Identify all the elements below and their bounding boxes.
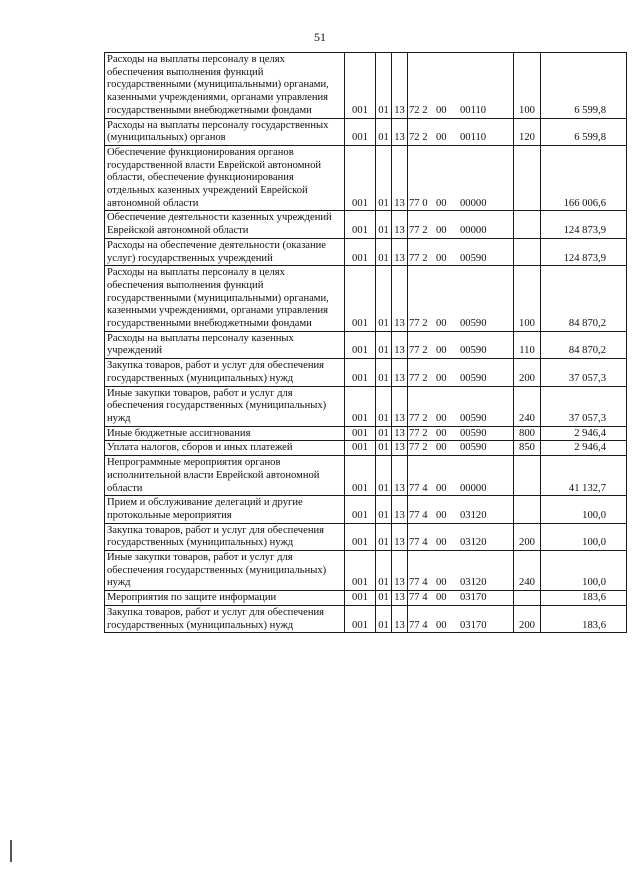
amount-cell: 2 946,4 [541, 441, 627, 456]
expense-type-cell: 850 [514, 441, 541, 456]
amount-cell: 100,0 [541, 551, 627, 591]
table-row [105, 426, 627, 441]
target-article-subprogram: 00 [436, 482, 447, 494]
target-article-subprogram: 00 [436, 104, 447, 116]
target-article-subprogram: 00 [436, 427, 447, 439]
target-article-cell [408, 359, 514, 386]
ved-code-cell: 001 [345, 238, 376, 265]
target-article-direction: 03120 [460, 577, 487, 589]
table-row [105, 211, 627, 238]
row-name-cell: Мероприятия по защите информации [105, 591, 345, 606]
ved-code-cell: 001 [345, 211, 376, 238]
subsection-code-cell: 13 [392, 386, 408, 426]
target-article-cell [408, 386, 514, 426]
ved-code-cell: 001 [345, 386, 376, 426]
ved-code-cell: 001 [345, 605, 376, 632]
section-code-cell: 01 [376, 53, 392, 119]
row-name-cell: Иные закупки товаров, работ и услуг для обеспечения государственных (муниципальных) нужд [105, 551, 345, 591]
amount-cell: 124 873,9 [541, 238, 627, 265]
target-article-program: 72 2 [409, 104, 428, 116]
target-article-program: 77 2 [409, 345, 428, 357]
subsection-code-cell: 13 [392, 53, 408, 119]
expense-type-cell: 200 [514, 359, 541, 386]
ved-code-cell: 001 [345, 441, 376, 456]
target-article-direction: 00110 [460, 132, 487, 144]
subsection-code-cell: 13 [392, 238, 408, 265]
row-name-cell: Иные бюджетные ассигнования [105, 426, 345, 441]
amount-cell: 183,6 [541, 591, 627, 606]
section-code-cell: 01 [376, 331, 392, 358]
section-code-cell: 01 [376, 441, 392, 456]
expense-type-cell [514, 591, 541, 606]
amount-cell: 84 870,2 [541, 331, 627, 358]
row-name-cell: Закупка товаров, работ и услуг для обеспечения государственных (муниципальных) нужд [105, 605, 345, 632]
target-article-cell [408, 456, 514, 496]
target-article-direction: 00590 [460, 252, 487, 264]
subsection-code-cell: 13 [392, 118, 408, 145]
target-article-cell [408, 238, 514, 265]
row-name-cell: Расходы на выплаты персоналу государственных (муниципальных) органов [105, 118, 345, 145]
row-name-cell: Обеспечение деятельности казенных учреждений Еврейской автономной области [105, 211, 345, 238]
target-article-program: 77 4 [409, 577, 428, 589]
amount-cell: 2 946,4 [541, 426, 627, 441]
expense-type-cell: 800 [514, 426, 541, 441]
subsection-code-cell: 13 [392, 211, 408, 238]
expense-type-cell [514, 238, 541, 265]
expense-type-cell [514, 211, 541, 238]
subsection-code-cell: 13 [392, 591, 408, 606]
subsection-code-cell: 13 [392, 441, 408, 456]
table-row [105, 53, 627, 119]
target-article-cell [408, 426, 514, 441]
expense-type-cell [514, 496, 541, 523]
ved-code-cell: 001 [345, 331, 376, 358]
target-article-program: 77 4 [409, 619, 428, 631]
section-code-cell: 01 [376, 426, 392, 441]
section-code-cell: 01 [376, 591, 392, 606]
target-article-cell [408, 118, 514, 145]
target-article-cell [408, 591, 514, 606]
target-article-program: 77 2 [409, 252, 428, 264]
target-article-program: 77 2 [409, 427, 428, 439]
budget-table [104, 52, 627, 633]
table-row [105, 456, 627, 496]
target-article-subprogram: 00 [436, 412, 447, 424]
target-article-subprogram: 00 [436, 197, 447, 209]
subsection-code-cell: 13 [392, 426, 408, 441]
ved-code-cell: 001 [345, 266, 376, 332]
target-article-program: 77 4 [409, 592, 428, 604]
target-article-cell [408, 145, 514, 211]
amount-cell: 6 599,8 [541, 118, 627, 145]
section-code-cell: 01 [376, 605, 392, 632]
target-article-subprogram: 00 [436, 345, 447, 357]
row-name-cell: Непрограммные мероприятия органов исполнительной власти Еврейской автономной области [105, 456, 345, 496]
amount-cell: 37 057,3 [541, 359, 627, 386]
target-article-direction: 00590 [460, 345, 487, 357]
target-article-direction: 00110 [460, 104, 487, 116]
expense-type-cell [514, 145, 541, 211]
margin-mark [10, 840, 12, 862]
section-code-cell: 01 [376, 496, 392, 523]
expense-type-cell: 100 [514, 266, 541, 332]
target-article-direction: 00590 [460, 427, 487, 439]
table-row [105, 441, 627, 456]
target-article-program: 77 2 [409, 225, 428, 237]
table-row [105, 523, 627, 550]
ved-code-cell: 001 [345, 523, 376, 550]
target-article-direction: 00590 [460, 318, 487, 330]
target-article-cell [408, 441, 514, 456]
target-article-direction: 03120 [460, 509, 487, 521]
section-code-cell: 01 [376, 456, 392, 496]
target-article-program: 72 2 [409, 132, 428, 144]
amount-cell: 166 006,6 [541, 145, 627, 211]
ved-code-cell: 001 [345, 118, 376, 145]
subsection-code-cell: 13 [392, 359, 408, 386]
target-article-direction: 00590 [460, 412, 487, 424]
target-article-direction: 00000 [460, 482, 487, 494]
target-article-subprogram: 00 [436, 619, 447, 631]
amount-cell: 6 599,8 [541, 53, 627, 119]
target-article-direction: 00590 [460, 372, 487, 384]
target-article-subprogram: 00 [436, 225, 447, 237]
row-name-cell: Иные закупки товаров, работ и услуг для обеспечения государственных (муниципальных) нужд [105, 386, 345, 426]
row-name-cell: Прием и обслуживание делегаций и другие протокольные мероприятия [105, 496, 345, 523]
target-article-program: 77 2 [409, 412, 428, 424]
expense-type-cell: 200 [514, 605, 541, 632]
target-article-cell [408, 211, 514, 238]
amount-cell: 100,0 [541, 523, 627, 550]
expense-type-cell: 240 [514, 551, 541, 591]
table-row [105, 266, 627, 332]
target-article-cell [408, 551, 514, 591]
target-article-cell [408, 331, 514, 358]
target-article-subprogram: 00 [436, 132, 447, 144]
section-code-cell: 01 [376, 523, 392, 550]
table-row [105, 551, 627, 591]
expense-type-cell [514, 456, 541, 496]
ved-code-cell: 001 [345, 426, 376, 441]
target-article-direction: 03170 [460, 619, 487, 631]
row-name-cell: Закупка товаров, работ и услуг для обеспечения государственных (муниципальных) нужд [105, 523, 345, 550]
section-code-cell: 01 [376, 551, 392, 591]
target-article-subprogram: 00 [436, 509, 447, 521]
target-article-program: 77 2 [409, 442, 428, 454]
target-article-subprogram: 00 [436, 318, 447, 330]
subsection-code-cell: 13 [392, 496, 408, 523]
amount-cell: 183,6 [541, 605, 627, 632]
target-article-cell [408, 523, 514, 550]
ved-code-cell: 001 [345, 456, 376, 496]
ved-code-cell: 001 [345, 53, 376, 119]
amount-cell: 84 870,2 [541, 266, 627, 332]
row-name-cell: Расходы на выплаты персоналу в целях обеспечения выполнения функций государственными (муниципальными) органами, казенными учреждениями, органами управления государственными внебюджетными фондами [105, 266, 345, 332]
ved-code-cell: 001 [345, 551, 376, 591]
row-name-cell: Закупка товаров, работ и услуг для обеспечения государственных (муниципальных) нужд [105, 359, 345, 386]
ved-code-cell: 001 [345, 359, 376, 386]
subsection-code-cell: 13 [392, 551, 408, 591]
table-row [105, 591, 627, 606]
section-code-cell: 01 [376, 211, 392, 238]
target-article-program: 77 2 [409, 372, 428, 384]
amount-cell: 41 132,7 [541, 456, 627, 496]
subsection-code-cell: 13 [392, 331, 408, 358]
section-code-cell: 01 [376, 359, 392, 386]
target-article-direction: 03170 [460, 592, 487, 604]
table-row [105, 145, 627, 211]
subsection-code-cell: 13 [392, 145, 408, 211]
target-article-direction: 00000 [460, 197, 487, 209]
section-code-cell: 01 [376, 145, 392, 211]
table-row [105, 359, 627, 386]
target-article-subprogram: 00 [436, 252, 447, 264]
section-code-cell: 01 [376, 386, 392, 426]
target-article-subprogram: 00 [436, 577, 447, 589]
amount-cell: 37 057,3 [541, 386, 627, 426]
target-article-direction: 03120 [460, 537, 487, 549]
expense-type-cell: 240 [514, 386, 541, 426]
target-article-program: 77 2 [409, 318, 428, 330]
expense-type-cell: 120 [514, 118, 541, 145]
expense-type-cell: 110 [514, 331, 541, 358]
target-article-subprogram: 00 [436, 372, 447, 384]
table-body [105, 53, 627, 633]
target-article-subprogram: 00 [436, 537, 447, 549]
target-article-subprogram: 00 [436, 592, 447, 604]
section-code-cell: 01 [376, 266, 392, 332]
ved-code-cell: 001 [345, 496, 376, 523]
section-code-cell: 01 [376, 238, 392, 265]
table-row [105, 118, 627, 145]
amount-cell: 124 873,9 [541, 211, 627, 238]
target-article-program: 77 4 [409, 537, 428, 549]
subsection-code-cell: 13 [392, 605, 408, 632]
page-number: 51 [314, 30, 326, 44]
amount-cell: 100,0 [541, 496, 627, 523]
target-article-cell [408, 53, 514, 119]
row-name-cell: Расходы на выплаты персоналу в целях обеспечения выполнения функций государственными (муниципальными) органами, казенными учреждениями, органами управления государственными внебюджетными фондами [105, 53, 345, 119]
target-article-cell [408, 266, 514, 332]
target-article-cell [408, 496, 514, 523]
target-article-program: 77 0 [409, 197, 428, 209]
row-name-cell: Уплата налогов, сборов и иных платежей [105, 441, 345, 456]
table-row [105, 605, 627, 632]
target-article-program: 77 4 [409, 482, 428, 494]
table-row [105, 496, 627, 523]
ved-code-cell: 001 [345, 145, 376, 211]
expense-type-cell: 200 [514, 523, 541, 550]
table-row [105, 238, 627, 265]
target-article-subprogram: 00 [436, 442, 447, 454]
subsection-code-cell: 13 [392, 456, 408, 496]
ved-code-cell: 001 [345, 591, 376, 606]
table-row [105, 386, 627, 426]
table-row [105, 331, 627, 358]
target-article-direction: 00590 [460, 442, 487, 454]
subsection-code-cell: 13 [392, 523, 408, 550]
row-name-cell: Расходы на обеспечение деятельности (оказание услуг) государственных учреждений [105, 238, 345, 265]
expense-type-cell: 100 [514, 53, 541, 119]
subsection-code-cell: 13 [392, 266, 408, 332]
row-name-cell: Обеспечение функционирования органов государственной власти Еврейской автономной области, обеспечение функционирования отдельных казенных учреждений Еврейской автономной области [105, 145, 345, 211]
target-article-cell [408, 605, 514, 632]
target-article-program: 77 4 [409, 509, 428, 521]
target-article-direction: 00000 [460, 225, 487, 237]
section-code-cell: 01 [376, 118, 392, 145]
row-name-cell: Расходы на выплаты персоналу казенных учреждений [105, 331, 345, 358]
